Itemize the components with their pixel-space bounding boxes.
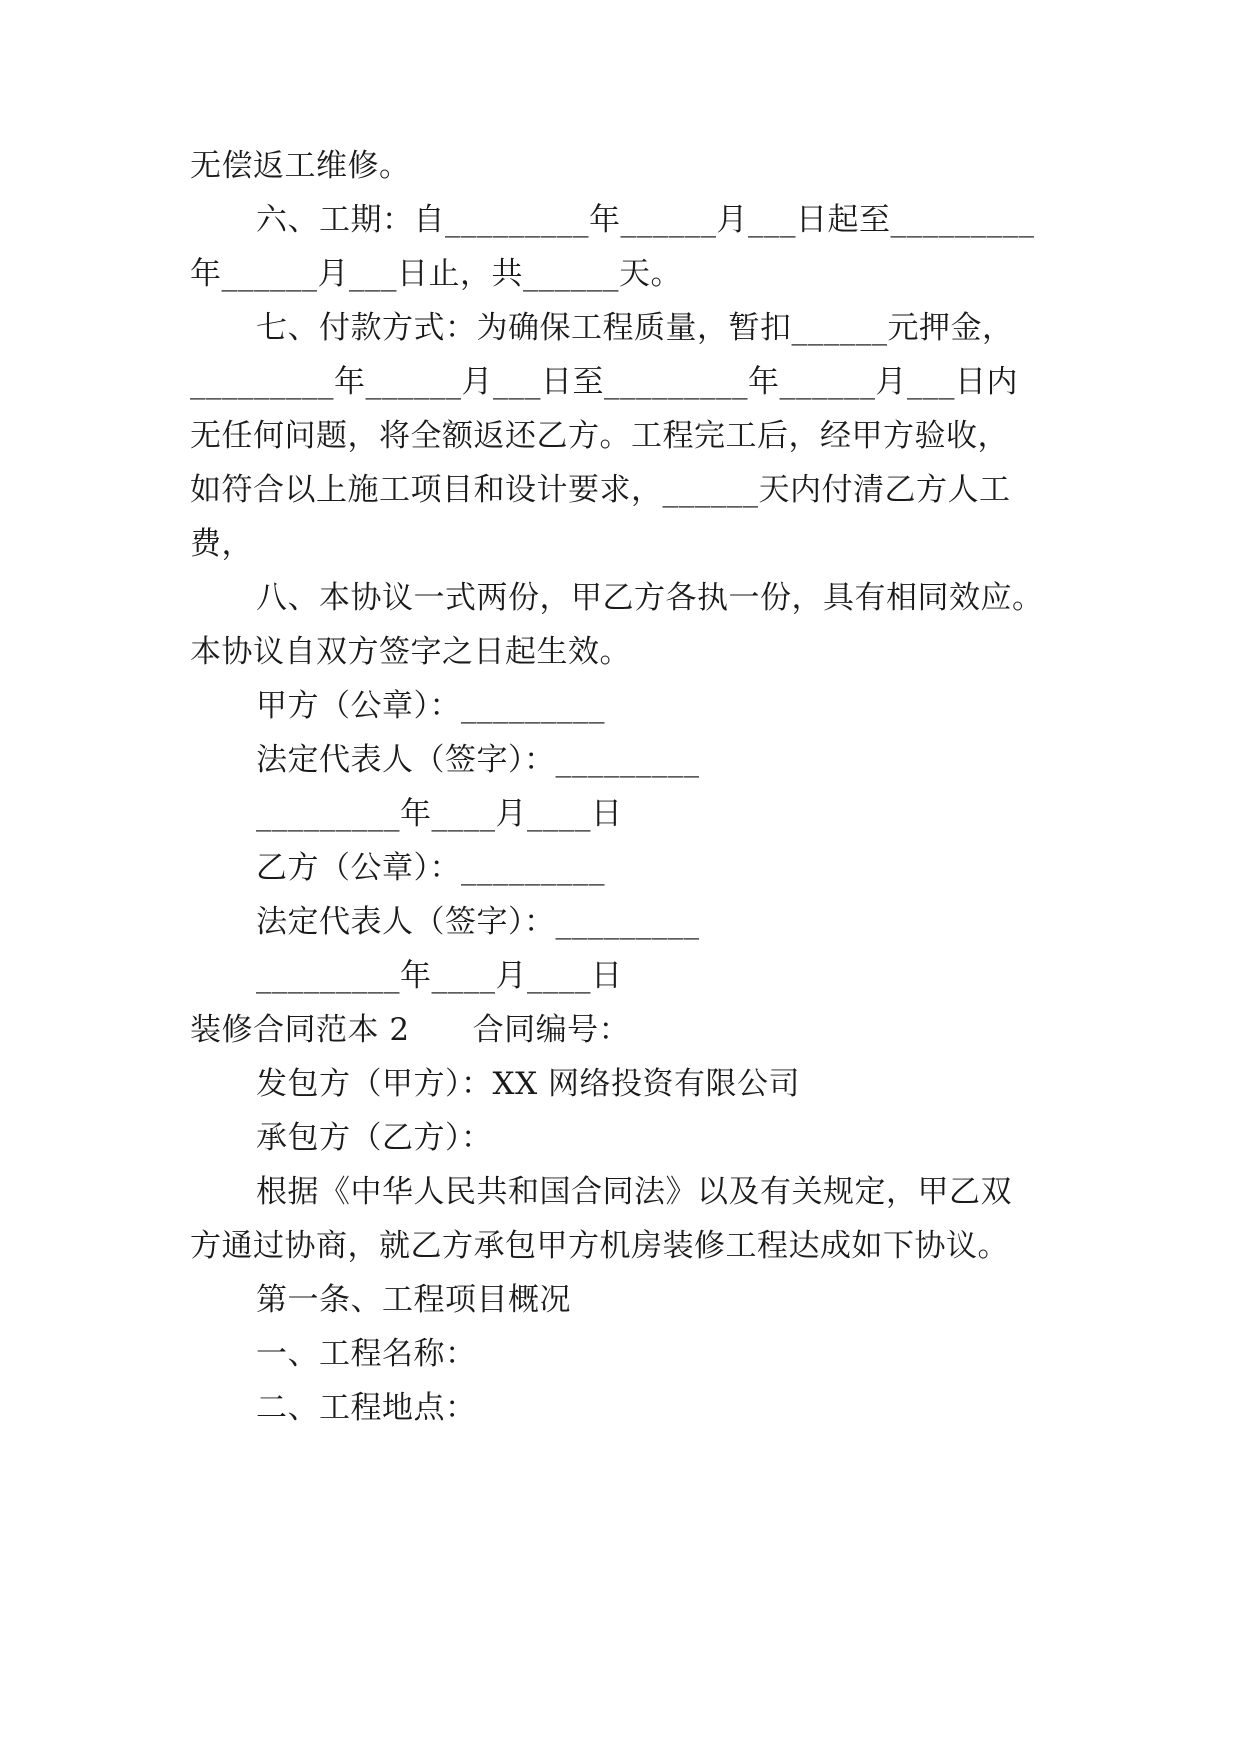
paragraph-line: 本协议自双方签字之日起生效。 <box>190 634 631 670</box>
subcontractor-line: 承包方（乙方）： <box>256 1120 493 1156</box>
party-b-representative-line: 法定代表人（签字）：_________ <box>256 904 700 940</box>
party-b-date-line: _________年____月____日 <box>256 958 623 994</box>
paragraph-line: 六、工期：自_________年______月___日起至_________ <box>256 202 1035 238</box>
paragraph-line: 无偿返工维修。 <box>190 148 411 184</box>
section-title: 装修合同范本 2 合同编号： <box>190 1012 631 1048</box>
project-location-line: 二、工程地点： <box>256 1390 477 1426</box>
contractor-line: 发包方（甲方）：XX 网络投资有限公司 <box>256 1066 800 1102</box>
paragraph-line: 七、付款方式：为确保工程质量，暂扣______元押金， <box>256 310 1014 346</box>
paragraph-line: 费， <box>190 526 253 562</box>
article-heading: 第一条、工程项目概况 <box>256 1282 571 1318</box>
party-b-seal-line: 乙方（公章）：_________ <box>256 850 605 886</box>
party-a-representative-line: 法定代表人（签字）：_________ <box>256 742 700 778</box>
paragraph-line: 方通过协商，就乙方承包甲方机房装修工程达成如下协议。 <box>190 1228 1009 1264</box>
paragraph-line: 八、本协议一式两份，甲乙方各执一份，具有相同效应。 <box>256 580 1044 616</box>
paragraph-line: _________年______月___日至_________年______月___日内 <box>190 364 1018 400</box>
party-a-seal-line: 甲方（公章）：_________ <box>256 688 605 724</box>
paragraph-line: 无任何问题，将全额返还乙方。工程完工后，经甲方验收， <box>190 418 1009 454</box>
paragraph-line: 年______月___日止，共______天。 <box>190 256 682 292</box>
party-a-date-line: _________年____月____日 <box>256 796 623 832</box>
paragraph-line: 根据《中华人民共和国合同法》以及有关规定，甲乙双 <box>256 1174 1012 1210</box>
paragraph-line: 如符合以上施工项目和设计要求，______天内付清乙方人工 <box>190 472 1011 508</box>
project-name-line: 一、工程名称： <box>256 1336 477 1372</box>
